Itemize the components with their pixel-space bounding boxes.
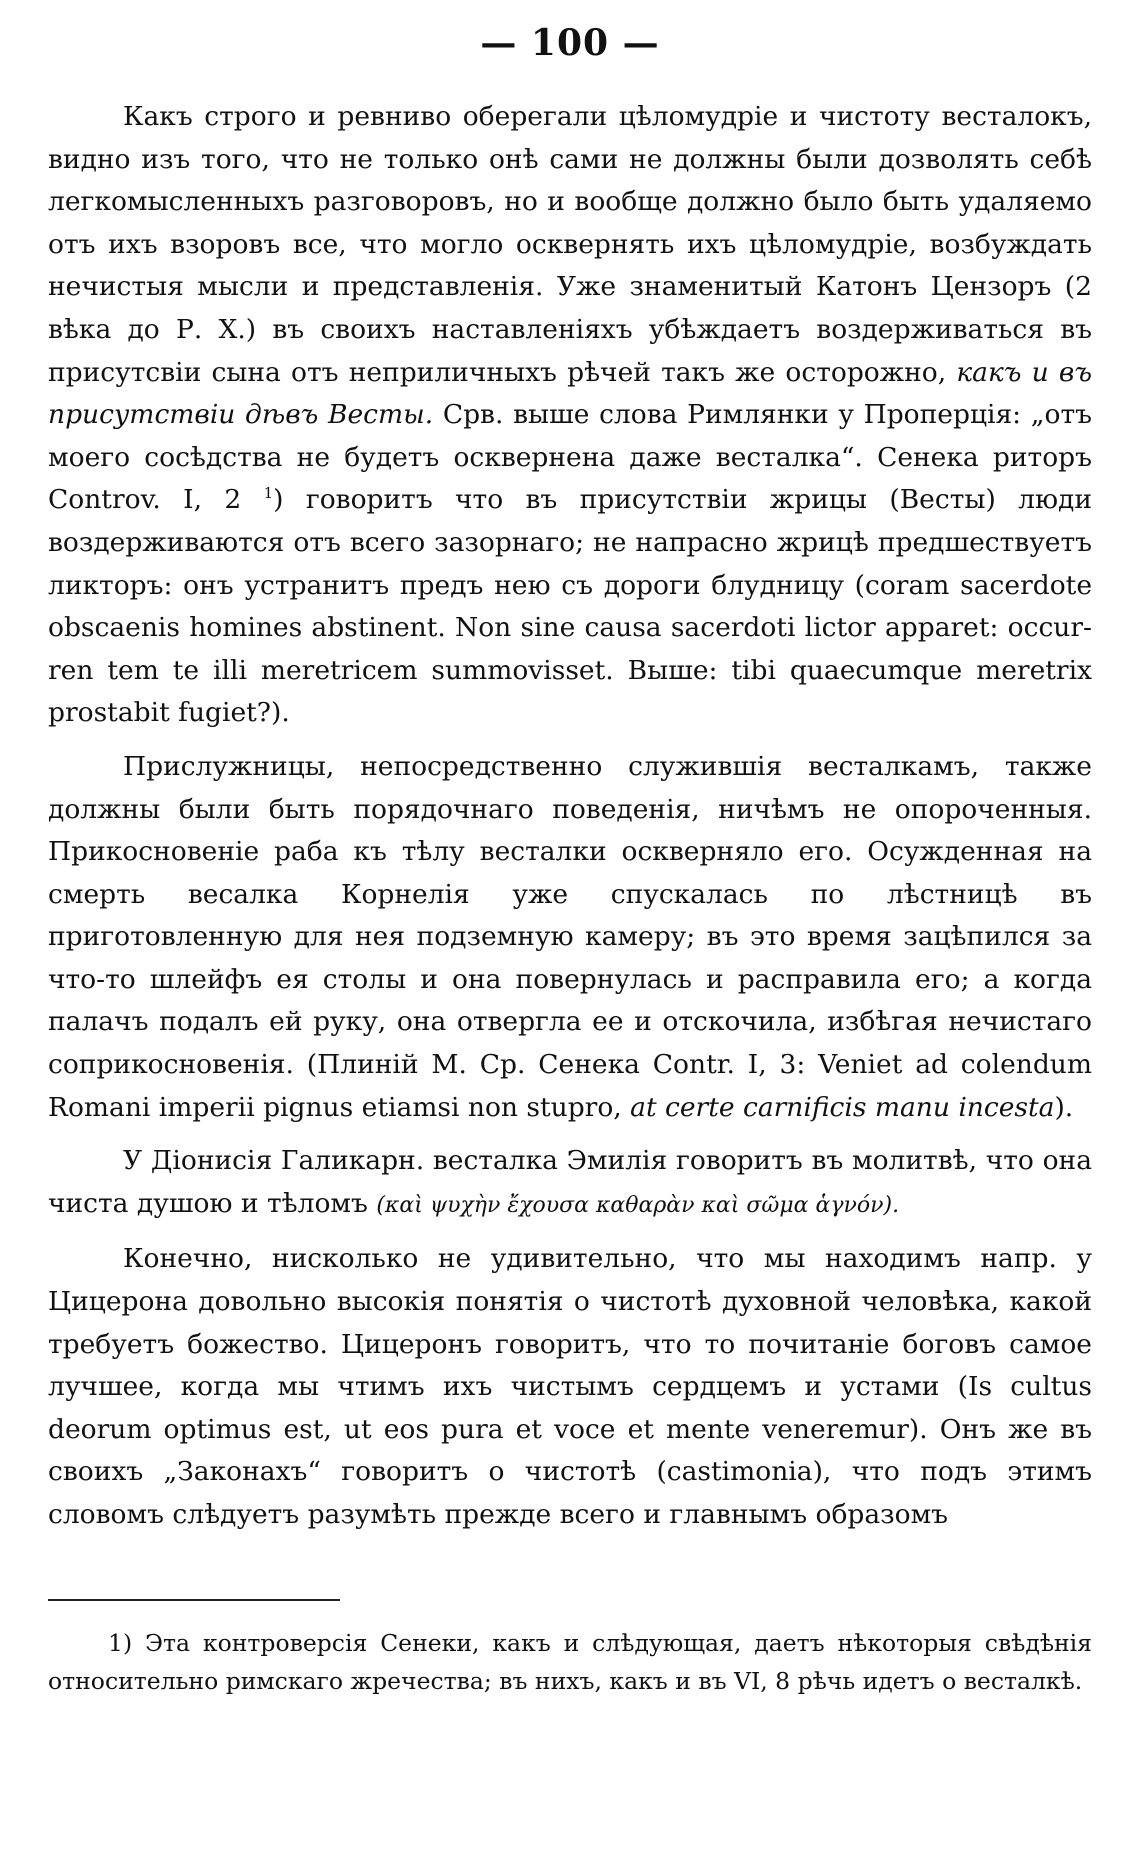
text-run: Какъ строго и ревниво оберегали цѣломудріе и чистоту весталокъ, видно изъ того, что не только онѣ сами не должны были дозволять себѣ легкомысленныхъ разговоровъ, но и вообще должно было быть удаляемо отъ ихъ взоровъ все, что могло осквернять ихъ цѣломудріе, возбуждать нечистыя мысли и представленія. Уже знаменитый Катонъ Цензоръ (2 вѣка до Р. Х.) въ своихъ наставленіяхъ убѣждаетъ воздерживаться въ присутсвіи сына отъ неприличныхъ рѣчей такъ же осторожно, xyxy=(48,101,1092,388)
paragraph-2 xyxy=(48,746,1092,1129)
page-number: — 100 — xyxy=(480,22,660,64)
text-run: ) говоритъ что въ присутствіи жрицы (Весты) люди воздерживаются отъ всего зазорнаго; не напрасно жрицѣ предшествуетъ ликторъ: онъ устранитъ предъ нею съ дороги блудницу (coram sacerdote obscaenis homines abstinent. Non sine causa sacerdoti lictor apparet: occurren tem te illi meretricem summovisset. Выше: tibi quaecumque meretrix prostabit fugiet?). xyxy=(48,484,1093,729)
text-run: Конечно, нисколько не удивительно, что мы находимъ напр. у Цицерона довольно высокія понятія о чистотѣ духовной человѣка, какой требуетъ божество. Цицеронъ говоритъ, что то почитаніе боговъ самое лучшее, когда мы чтимъ ихъ чистымъ сердцемъ и устами (Is cultus deorum optimus est, ut eos pura et voce et mente veneremur). Онъ же въ своихъ „Законахъ“ говоритъ о чистотѣ (castimonia), что подъ этимъ словомъ слѣдуетъ разумѣть прежде всего и главнымъ образомъ xyxy=(48,1243,1092,1530)
italic-text: какъ и въ присутствіи дѣвъ Весты. xyxy=(48,356,1092,431)
paragraph-3 xyxy=(48,1140,1092,1227)
text-run: ). xyxy=(1054,1091,1074,1123)
italic-text: at certe carnificis manu incesta xyxy=(630,1091,1055,1123)
paragraph-1 xyxy=(48,96,1092,735)
greek-quotation: (καὶ ψυχὴν ἔχουσα καθαρὰν καὶ σῶμα ἁγνόν). xyxy=(376,1192,900,1218)
text-run: У Діонисія Галикарн. весталка Эмилія говоритъ въ молитвѣ, что она чиста душою и тѣломъ xyxy=(48,1145,1092,1219)
text-run: Срв. выше слова Римлянки у Проперція: „отъ моего сосѣдства не будетъ осквернена даже весталка“. Сенека риторъ Controv. I, 2 xyxy=(48,399,1092,516)
footnote-marker: 1 xyxy=(263,484,274,503)
main-text xyxy=(48,96,1092,1537)
paragraph-4 xyxy=(48,1238,1092,1536)
footnote: 1) Эта контроверсія Сенеки, какъ и слѣдующая, даетъ нѣкоторыя свѣдѣнія относительно римскаго жречества; въ нихъ, какъ и въ VI, 8 рѣчь идетъ о весталкѣ. xyxy=(48,1629,1092,1695)
footnote-divider xyxy=(48,1599,340,1601)
text-run: Прислужницы, непосредственно служившія весталкамъ, также должны были быть порядочнаго поведенія, ничѣмъ не опороченныя. Прикосновеніе раба къ тѣлу весталки оскверняло его. Осужденная на смерть весалка Корнелія уже спускалась по лѣстницѣ въ приготовленную для нея подземную камеру; въ это время зацѣпился за что-то шлейфъ ея столы и она повернулась и расправила его; а когда палачъ подалъ ей руку, она отвергла ее и отскочила, избѣгая нечистаго соприкосновенія. (Плиній М. Ср. Сенека Contr. I, 3: Veniet ad colendum Romani imperii pignus etiamsi non stupro, xyxy=(48,750,1092,1123)
